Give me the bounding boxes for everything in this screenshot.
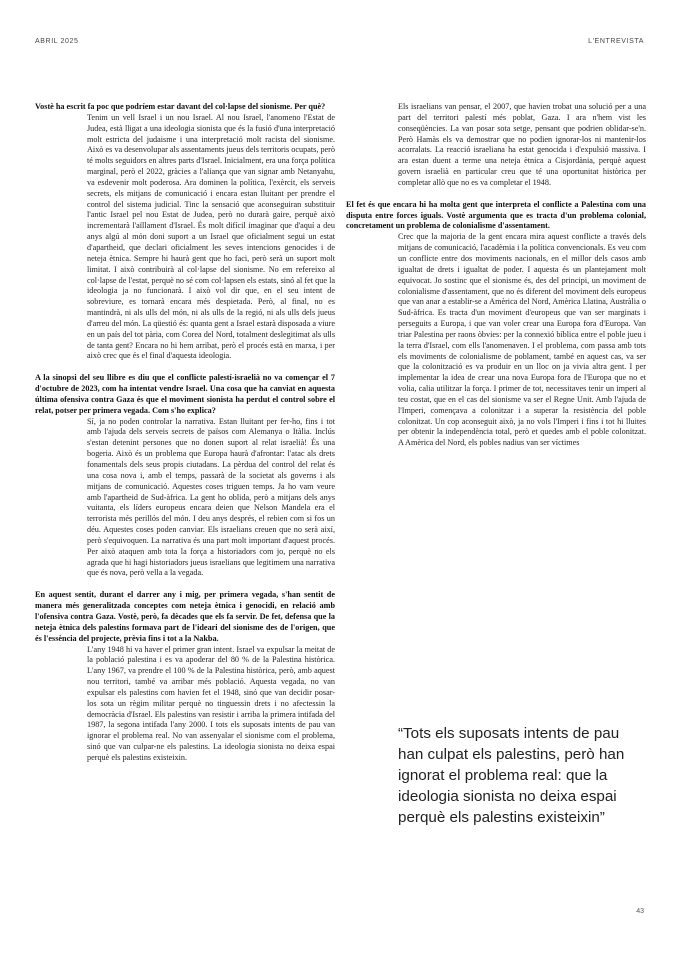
question-3: En aquest sentit, durant el darrer any i mig, per primera vegada, s'han sentit de manera més generalitzada conceptes com neteja ètnica i genocidi, en relació amb l'ofensiva contra Gaza. Vostè, però, fa dècades que els fa servir. De fet, defensa que la neteja ètnica dels palestins formava part de l'ideari del sionisme des de l'origen, que és l'essència del projecte, prèvia fins i tot a la Nakba. (35, 590, 335, 643)
answer-1: Tenim un vell Israel i un nou Israel. Al nou Israel, l'anomeno l'Estat de Judea, està lligat a una ideologia sionista que és la fusió d'una interpretació molt estricta del judaisme i una interpretació molt racista del sionisme. Això es va desenvolupar als assentaments jueus dels territoris ocupats, però té molts seguidors en altres parts d'Israel. Inicialment, era una força política marginal, però el 2022, gràcies a l'aliança que van signar amb Netanyahu, va esdevenir molt poderosa. Ara dominen la política, l'exèrcit, els serveis secrets, els mitjans de comunicació i encara estan lluitant per prendre el control del sistema judicial. Tinc la sensació que aconseguiran substituir l'antic Israel pel nou Estat de Judea, però no durarà gaire, perquè això incrementarà l'aïllament d'Israel. És molt difícil imaginar que d'aquí a deu anys algú al món doni suport a un Israel que oficialment segui un estat d'apartheid, que declari oficialment les seves intencions genocides i de neteja ètnica. Sempre hi haurà gent que ho faci, però serà un suport molt limitat. I això contribuirà al col·lapse del sionisme. No em refereixo al col·lapse de l'estat, perquè no sé com col·lapsen els estats, sinó al fet que la ideologia ja no funcionarà. I això vol dir que, en el seu intent de sobreviure, es tornarà encara més despietada. Però, al final, no es mantindrà, ni als ulls del món, ni als ulls de la regió, ni als ulls dels jueus d'arreu del món. La qüestió és: quanta gent a Israel estarà disposada a viure en un país del tot pària, com Corea del Nord, totalment deslegitimat als ulls de tanta gent? Encara no hi hem arribat, però el procés està en marxa, i per això crec que és el final d'aquesta ideologia. (87, 112, 335, 361)
right-column (346, 102, 646, 449)
answer-3-continued: Els israelians van pensar, el 2007, que havien trobat una solució per a una part del territori palestí més poblat, Gaza. I ara n'hem vist les conseqüències. La van posar sota setge, pensant que podrien oblidar-se'n. Però Hamàs els va demostrar que no podien ignorar-los ni mantenir-los acorralats. La reacció israeliana ha estat genocida i d'expulsió massiva. I ara estan duent a terme una neteja ètnica a Cisjordània, perquè aquest govern israelià en particular creu que té una oportunitat històrica per completar allò que no es va completar el 1948. (398, 102, 646, 187)
answer-2: Sí, ja no poden controlar la narrativa. Estan lluitant per fer-ho, fins i tot amb l'ajuda dels serveis secrets de països com Alemanya o Itàlia. Inclús s'estan detenint persones que no donen suport al relat israelià! És una bogeria. Això és un problema que Europa haurà d'afrontar: l'atac als drets fonamentals dels seus propis ciutadans. La pèrdua del control del relat és una cosa nova i, amb el temps, passarà de la societat als governs i als mitjans de comunicació. Aquestes coses triguen temps. Ja ho vam veure amb l'apartheid de Sud-àfrica. La gent ho oblida, però a mitjans dels anys vuitanta, els líders europeus encara deien que Nelson Mandela era el terrorista més perillós del món. I deu anys després, el rebien com si fos un déu. Aquestes coses poden canviar. Els israelians creuen que no serà així, però s'equivoquen. La narrativa és una part molt important d'aquest procés. Per això ataquen amb tota la força a historiadors com jo, perquè no els agrada que hi hagi historiadors jueus israelians que legitimem una narrativa que és nova, però vella a la vegada. (87, 416, 335, 578)
issue-date: ABRIL 2025 (35, 38, 79, 45)
pull-quote: “Tots els suposats intents de pau han culpat els palestins, però han ignorat el problema real: que la ideologia sionista no deixa espai perquè els palestins existeixin” (398, 725, 625, 826)
answer-3: L'any 1948 hi va haver el primer gran intent. Israel va expulsar la meitat de la població palestina i es va apoderar del 80 % de la Palestina històrica. L'any 1967, va prendre el 100 % de la Palestina històrica, però, amb aquest nou territori, també va arribar més població. Aquesta vegada, no van expulsar els palestins com havien fet el 1948, sinó que van decidir posar-los sota un règim militar perquè no tinguessin drets i no afectessin la democràcia d'Israel. Els palestins van resistir i arriba la primera intifada del 1987, la segona intifada l'any 2000. I tots els suposats intents de pau van ignorar el problema real. No van assenyalar el sionisme com el problema, sinó que van culpar-ne els palestins. La ideologia sionista no deixa espai perquè els palestins existeixin. (87, 644, 335, 762)
answer-4: Crec que la majoria de la gent encara mira aquest conflicte a través dels mitjans de comunicació, l'acadèmia i la política convencionals. Es veu com un conflicte entre dos moviments nacionals, en el millor dels casos amb igualtat de drets i igualtat de poder. I aquesta és un plantejament molt equivocat. Jo sostinc que el sionisme és, des del principi, un moviment de colonialisme d'assentament, que no és diferent del moviment dels europeus que van anar a establir-se a Amèrica del Nord, Amèrica Llatina, Austràlia o Sud-àfrica. Es tracta d'un moviment d'europeus que van ser marginats i perseguits a Europa, i que van voler crear una Europa fora d'Europa. Van triar Palestina per raons òbvies: per la connexió bíblica entre el poble jueu i la terra d'Israel, com ells l'anomenaven. I el problema, com passa amb tots els moviments de colonialisme de poblament, també en aquest cas, va ser que la colonització es va produir en un lloc on ja vivia altra gent. I per implementar la idea de crear una nova Europa fora de l'Europa que no et volia, calia utilitzar la força. I primer de tot, necessitaves tenir un imperi al teu costat, que en el cas del sionisme va ser el Regne Unit. Amb l'ajuda de l'Imperi, començava a colonitzar i a superar la resistència del poble colonitzat. Un cop aconseguit això, ja no vols l'Imperi i fins i tot hi lluites per obtenir la independència total, però et quedes amb el poble colonitzat. A Amèrica del Nord, els pobles nadius van ser víctimes (398, 232, 646, 448)
question-2: A la sinopsi del seu llibre es diu que el conflicte palestí-israelià no va començar el 7 d'octubre de 2023, com ha intentat vendre Israel. Una cosa que ha canviat en aquesta última ofensiva contra Gaza és que el moviment sionista ha perdut el control sobre el relat, potser per primera vegada. Com s'ho explica? (35, 373, 335, 415)
question-4: El fet és que encara hi ha molta gent que interpreta el conflicte a Palestina com una disputa entre forces iguals. Vostè argumenta que es tracta d'un problema colonial, concretament un problema de colonialisme d'assentament. (346, 199, 646, 231)
question-1: Vostè ha escrit fa poc que podríem estar davant del col·lapse del sionisme. Per què? (35, 102, 326, 111)
page-number: 43 (636, 908, 644, 915)
left-column (35, 102, 335, 764)
section-title: L'ENTREVISTA (588, 38, 644, 45)
